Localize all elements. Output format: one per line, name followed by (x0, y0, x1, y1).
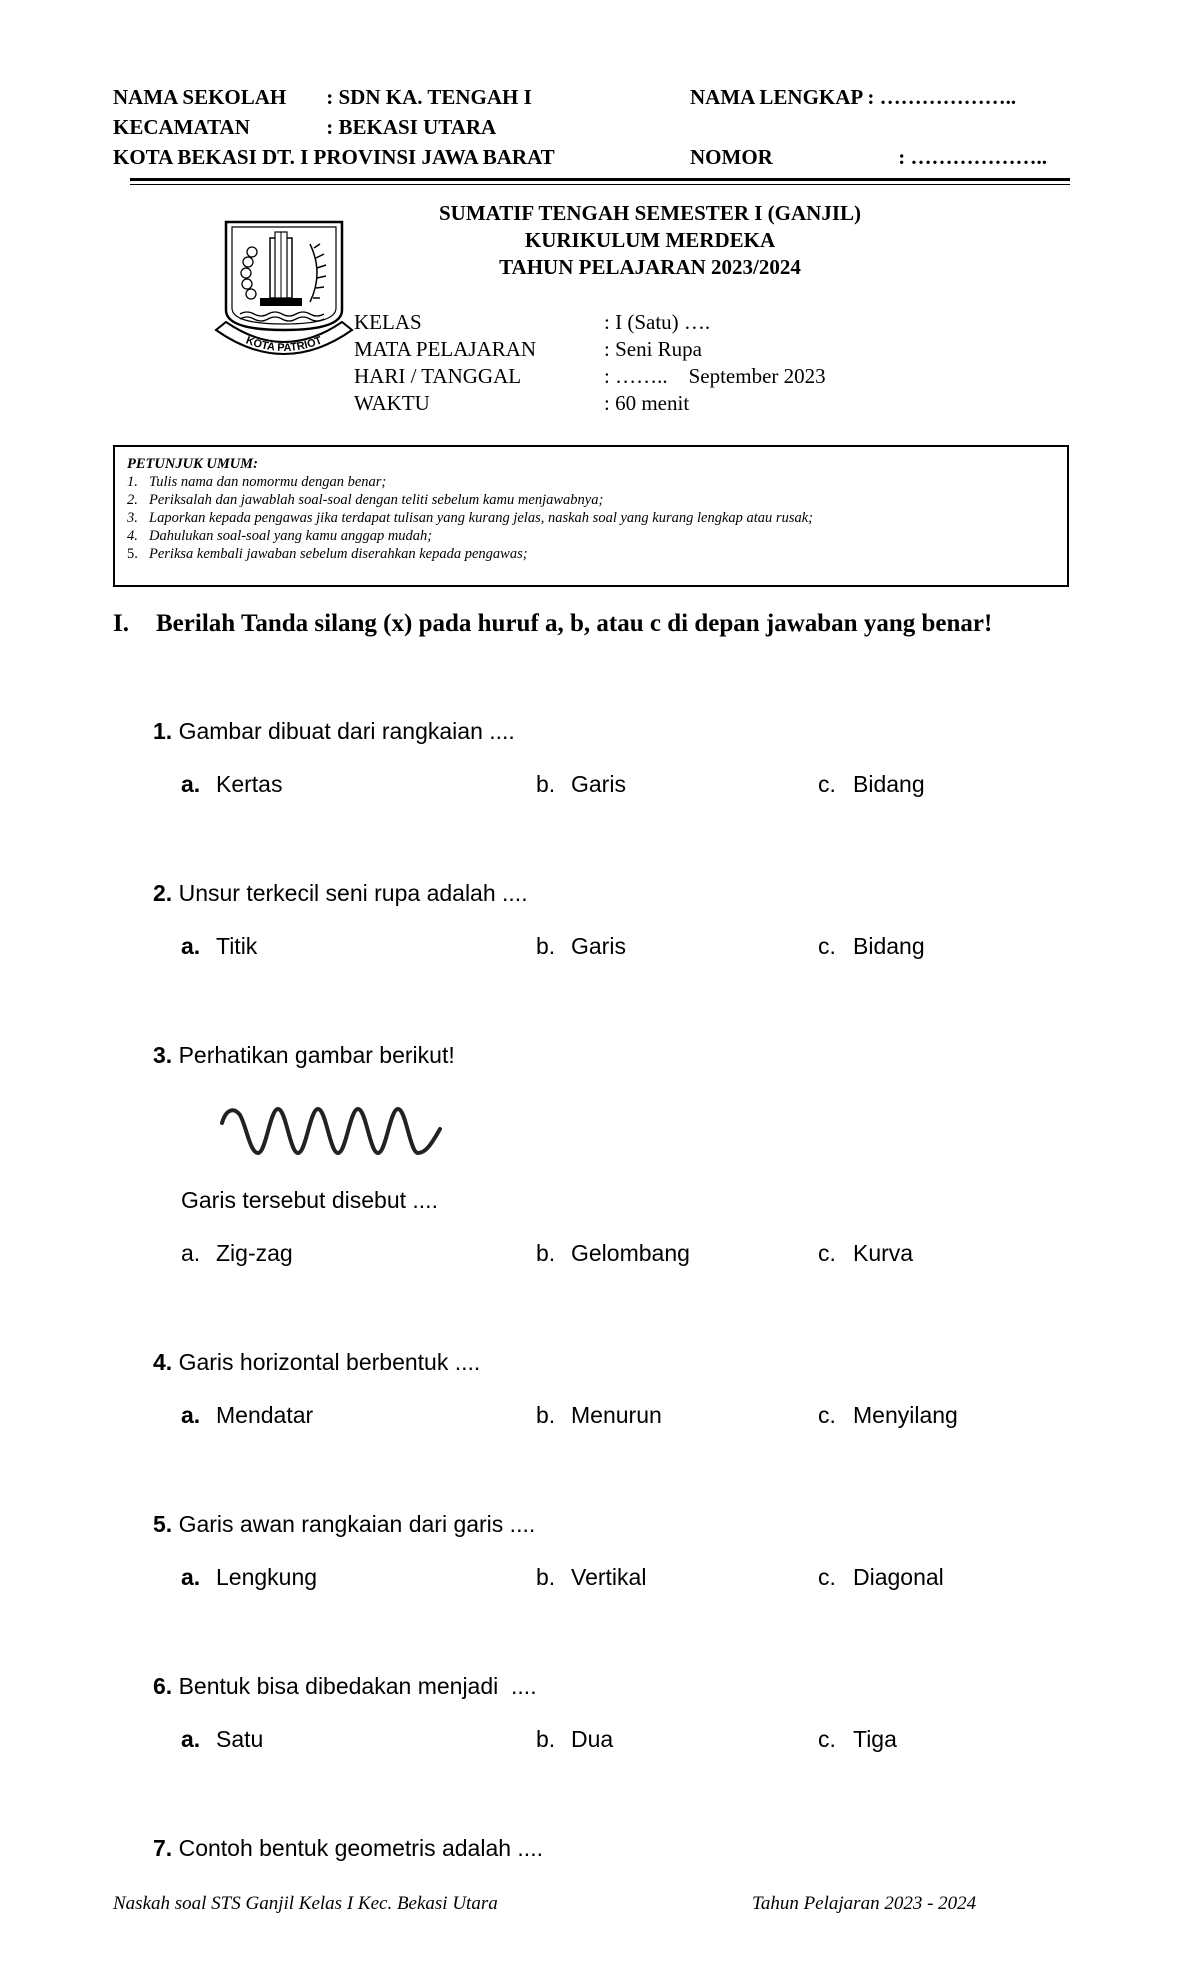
option-3a[interactable]: a. Zig-zag (181, 1240, 293, 1266)
option-6b[interactable]: b. Dua (536, 1726, 614, 1752)
wave-line-figure (220, 1103, 444, 1159)
option-3b[interactable]: b. Gelombang (536, 1240, 690, 1266)
question-4: 4. Garis horizontal berbentuk .... (153, 1349, 481, 1375)
info-value-class: : I (Satu) …. (604, 310, 711, 334)
info-value-date: : …….. September 2023 (604, 364, 826, 388)
info-label-subject: MATA PELAJARAN (354, 337, 537, 361)
footer-left: Naskah soal STS Ganjil Kelas I Kec. Bekasi Utara (113, 1893, 498, 1914)
footer-right: Tahun Pelajaran 2023 - 2024 (752, 1893, 977, 1914)
instruction-item: 2. Periksalah dan jawablah soal-soal dengan teliti sebelum kamu menjawabnya; (127, 492, 604, 508)
fullname-label: NAMA LENGKAP : (690, 85, 875, 109)
question-5: 5. Garis awan rangkaian dari garis .... (153, 1511, 536, 1537)
info-label-time: WAKTU (354, 391, 430, 415)
section-heading (113, 610, 992, 638)
option-4b[interactable]: b. Menurun (536, 1402, 662, 1428)
option-4c[interactable]: c. Menyilang (818, 1402, 958, 1428)
option-1b[interactable]: b. Garis (536, 771, 626, 797)
general-instructions-box (113, 445, 1069, 587)
header-rule-thin (130, 184, 1070, 185)
section-number: I. (113, 610, 129, 637)
question-7: 7. Contoh bentuk geometris adalah .... (153, 1835, 543, 1861)
question-2: 2. Unsur terkecil seni rupa adalah .... (153, 880, 528, 906)
option-2b[interactable]: b. Garis (536, 933, 626, 959)
school-label: NAMA SEKOLAH (113, 85, 287, 109)
academic-year-title: TAHUN PELAJARAN 2023/2024 (499, 255, 801, 279)
question-3-prompt: Garis tersebut disebut .... (181, 1187, 438, 1213)
option-5b[interactable]: b. Vertikal (536, 1564, 647, 1590)
logo-ribbon-text: KOTA PATRIOT (244, 334, 324, 355)
question-3: 3. Perhatikan gambar berikut! (153, 1042, 455, 1068)
option-5c[interactable]: c. Diagonal (818, 1564, 944, 1590)
number-label: NOMOR (690, 145, 773, 169)
city-line: KOTA BEKASI DT. I PROVINSI JAWA BARAT (113, 145, 555, 169)
instruction-item: 4. Dahulukan soal-soal yang kamu anggap mudah; (127, 528, 433, 544)
option-2c[interactable]: c. Bidang (818, 933, 925, 959)
instructions-title: PETUNJUK UMUM: (127, 456, 258, 472)
school-value: : SDN KA. TENGAH I (326, 85, 532, 109)
option-6c[interactable]: c. Tiga (818, 1726, 897, 1752)
info-label-class: KELAS (354, 310, 422, 334)
option-4a[interactable]: a. Mendatar (181, 1402, 314, 1428)
option-5a[interactable]: a. Lengkung (181, 1564, 318, 1590)
option-1c[interactable]: c. Bidang (818, 771, 925, 797)
question-6: 6. Bentuk bisa dibedakan menjadi .... (153, 1673, 537, 1699)
fullname-value: ……………….. (879, 85, 1017, 109)
option-6a[interactable]: a. Satu (181, 1726, 264, 1752)
info-label-date: HARI / TANGGAL (354, 364, 522, 388)
option-3c[interactable]: c. Kurva (818, 1240, 914, 1266)
info-value-time: : 60 menit (604, 391, 690, 415)
instruction-item: 3. Laporkan kepada pengawas jika terdapat tulisan yang kurang jelas, naskah soal yang kurang lengkap atau rusak; (127, 510, 813, 526)
number-value: : ……………….. (898, 145, 1047, 169)
instruction-item: 1. Tulis nama dan nomormu dengan benar; (127, 474, 387, 490)
info-value-subject: : Seni Rupa (604, 337, 702, 361)
question-1: 1. Gambar dibuat dari rangkaian .... (153, 718, 515, 744)
option-1a[interactable]: a. Kertas (181, 771, 283, 797)
district-value: : BEKASI UTARA (326, 115, 497, 139)
header-rule-thick (130, 178, 1070, 181)
district-label: KECAMATAN (113, 115, 250, 139)
option-2a[interactable]: a. Titik (181, 933, 258, 959)
curriculum-title: KURIKULUM MERDEKA (524, 228, 776, 252)
exam-title: SUMATIF TENGAH SEMESTER I (GANJIL) (438, 201, 861, 225)
section-text: Berilah Tanda silang (x) pada huruf a, b, atau c di depan jawaban yang benar! (156, 610, 993, 637)
instruction-item: 5. Periksa kembali jawaban sebelum diserahkan kepada pengawas; (127, 546, 528, 562)
